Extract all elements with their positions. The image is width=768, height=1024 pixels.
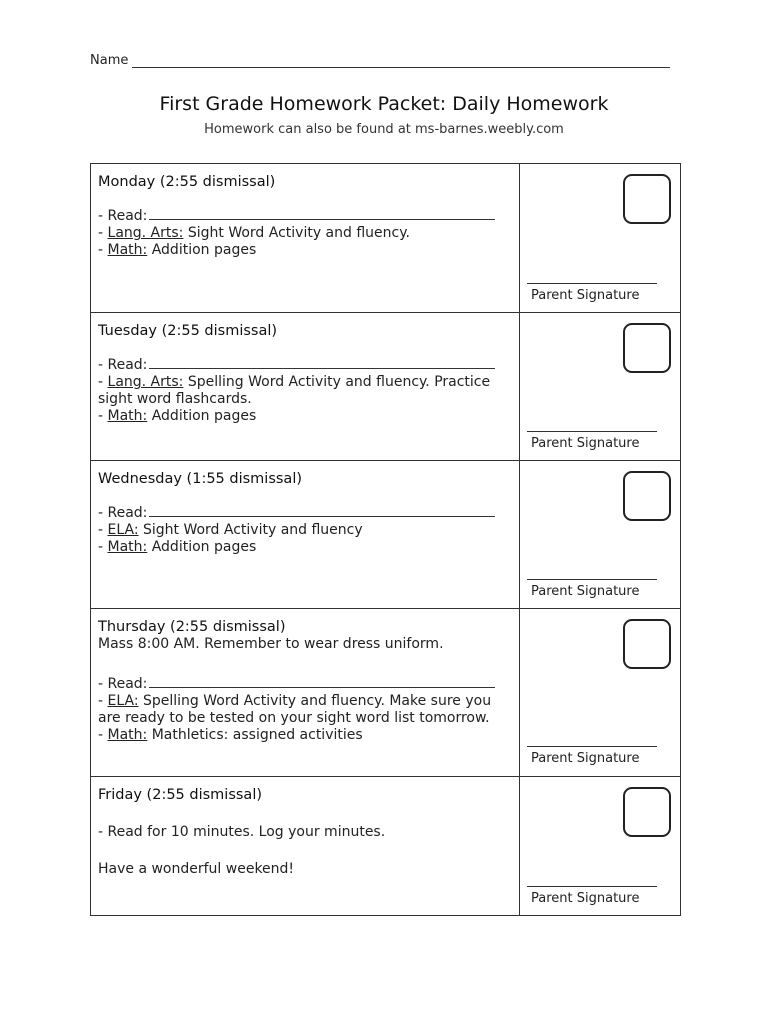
day-title: Monday (2:55 dismissal) bbox=[98, 174, 276, 190]
subject-label: Lang. Arts: bbox=[107, 225, 184, 241]
name-field bbox=[90, 50, 670, 68]
read-label: - Read: bbox=[98, 208, 148, 224]
signature-cell bbox=[520, 609, 681, 777]
lang-line: - Lang. Arts: Spelling Word Activity and fluency. Practice bbox=[98, 374, 491, 390]
signature-line bbox=[527, 746, 657, 747]
signature-line bbox=[527, 431, 657, 432]
day-title: Thursday (2:55 dismissal) bbox=[98, 619, 286, 635]
math-line: - Math: Addition pages bbox=[98, 242, 257, 258]
checkbox[interactable] bbox=[623, 471, 671, 521]
lang-line: - ELA: Spelling Word Activity and fluency. Make sure you bbox=[98, 693, 492, 709]
math-line: - Math: Mathletics: assigned activities bbox=[98, 727, 363, 743]
read-label: - Read: bbox=[98, 676, 148, 692]
signature-cell bbox=[520, 777, 681, 916]
lang-line: - Lang. Arts: Sight Word Activity and fluency. bbox=[98, 225, 410, 241]
signature-label: Parent Signature bbox=[531, 436, 640, 451]
day-note: Mass 8:00 AM. Remember to wear dress uniform. bbox=[98, 636, 444, 652]
assignment-text: Mathletics: assigned activities bbox=[147, 727, 363, 743]
assignment-text: Addition pages bbox=[147, 539, 257, 555]
read-line-row bbox=[98, 357, 519, 374]
day-title: Wednesday (1:55 dismissal) bbox=[98, 471, 303, 487]
lang-line-cont: are ready to be tested on your sight word list tomorrow. bbox=[98, 710, 490, 726]
subject-label: ELA: bbox=[107, 693, 139, 709]
read-line-row bbox=[98, 505, 519, 522]
lang-line: - ELA: Sight Word Activity and fluency bbox=[98, 522, 363, 538]
read-blank bbox=[149, 358, 495, 369]
table-row-tuesday bbox=[91, 313, 681, 461]
thursday-cell bbox=[91, 609, 520, 777]
signature-cell bbox=[520, 164, 681, 313]
table-row-wednesday bbox=[91, 461, 681, 609]
math-line: - Math: Addition pages bbox=[98, 408, 257, 424]
assignment-text: Sight Word Activity and fluency bbox=[138, 522, 363, 538]
read-line-row bbox=[98, 208, 519, 225]
page-title: First Grade Homework Packet: Daily Homework bbox=[159, 93, 609, 115]
signature-label: Parent Signature bbox=[531, 584, 640, 599]
signature-cell bbox=[520, 461, 681, 609]
tuesday-cell bbox=[91, 313, 520, 461]
signature-line bbox=[527, 579, 657, 580]
read-line-row bbox=[98, 676, 519, 693]
monday-cell bbox=[91, 164, 520, 313]
subject-label: Math: bbox=[107, 539, 148, 555]
read-blank bbox=[149, 677, 495, 688]
wednesday-cell bbox=[91, 461, 520, 609]
signature-cell bbox=[520, 313, 681, 461]
read-label: - Read: bbox=[98, 357, 148, 373]
signature-label: Parent Signature bbox=[531, 751, 640, 766]
assignment-text: Spelling Word Activity and fluency. Make sure you bbox=[138, 693, 492, 709]
table-row-friday bbox=[91, 777, 681, 916]
checkbox[interactable] bbox=[623, 323, 671, 373]
signature-label: Parent Signature bbox=[531, 288, 640, 303]
name-line bbox=[132, 55, 670, 68]
name-label: Name bbox=[90, 53, 129, 68]
signature-line bbox=[527, 283, 657, 284]
subject-label: Math: bbox=[107, 408, 148, 424]
checkbox[interactable] bbox=[623, 174, 671, 224]
assignment-text: Addition pages bbox=[147, 242, 257, 258]
read-blank bbox=[149, 506, 495, 517]
lang-line-cont: sight word flashcards. bbox=[98, 391, 252, 407]
signature-line bbox=[527, 886, 657, 887]
page-subtitle: Homework can also be found at ms-barnes.weebly.com bbox=[204, 122, 564, 137]
assignment-text: Addition pages bbox=[147, 408, 257, 424]
friday-line-1: - Read for 10 minutes. Log your minutes. bbox=[98, 824, 386, 840]
table-row-thursday bbox=[91, 609, 681, 777]
subject-label: Math: bbox=[107, 242, 148, 258]
read-label: - Read: bbox=[98, 505, 148, 521]
homework-table bbox=[90, 163, 681, 916]
subject-label: Lang. Arts: bbox=[107, 374, 184, 390]
subject-label: ELA: bbox=[107, 522, 139, 538]
assignment-text: Spelling Word Activity and fluency. Practice bbox=[183, 374, 491, 390]
friday-line-2: Have a wonderful weekend! bbox=[98, 861, 295, 877]
checkbox[interactable] bbox=[623, 619, 671, 669]
checkbox[interactable] bbox=[623, 787, 671, 837]
table-row-monday bbox=[91, 164, 681, 313]
subject-label: Math: bbox=[107, 727, 148, 743]
day-title: Friday (2:55 dismissal) bbox=[98, 787, 263, 803]
read-blank bbox=[149, 209, 495, 220]
day-title: Tuesday (2:55 dismissal) bbox=[98, 323, 278, 339]
friday-cell bbox=[91, 777, 520, 916]
math-line: - Math: Addition pages bbox=[98, 539, 257, 555]
signature-label: Parent Signature bbox=[531, 891, 640, 906]
assignment-text: Sight Word Activity and fluency. bbox=[183, 225, 410, 241]
